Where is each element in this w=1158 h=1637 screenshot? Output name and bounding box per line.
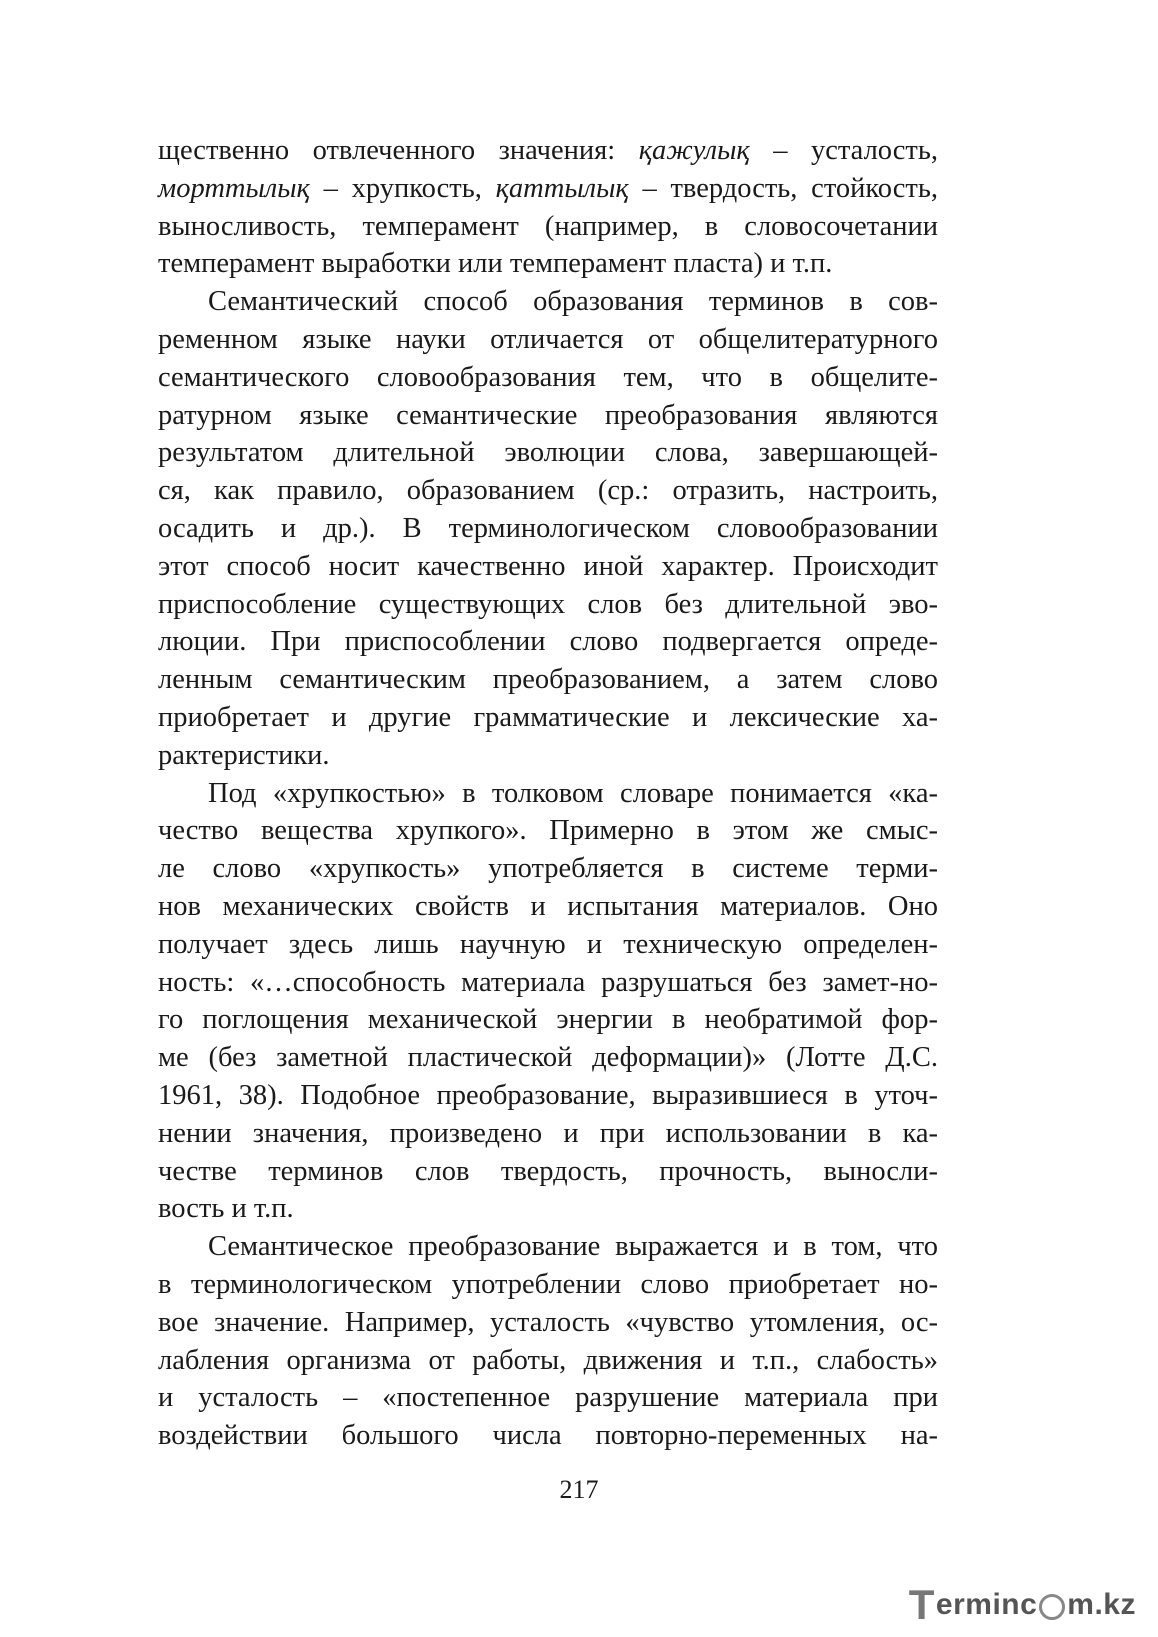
- text-line: выносливость, темперамент (например, в словосочетании: [158, 210, 938, 242]
- text-line: лабления организма от работы, движения и т.п., слабость»: [158, 1344, 938, 1376]
- text-line: го поглощения механической энергии в необратимой фор-: [158, 1004, 938, 1036]
- italic-term: қаттылық: [495, 172, 629, 204]
- text-line: рактеристики.: [158, 739, 330, 771]
- text-line: приобретает и другие грамматические и лексические ха-: [158, 701, 938, 733]
- text-line: ме (без заметной пластической деформации)» (Лотте Д.С.: [158, 1042, 938, 1074]
- italic-term: қажулық: [638, 135, 750, 166]
- text-line: Семантический способ образования терминов в сов-: [208, 286, 938, 318]
- watermark-text-middle: erminc: [935, 1588, 1038, 1621]
- text-line: темперамент выработки или темперамент пласта) и т.п.: [158, 248, 833, 280]
- text-line: и усталость – «постепенное разрушение материала при: [158, 1382, 938, 1414]
- text-line: ременном языке науки отличается от общелитературного: [158, 323, 938, 355]
- body-text: [158, 132, 938, 1455]
- watermark-text-suffix: m.kz: [1067, 1588, 1136, 1621]
- text-line: ле слово «хрупкость» употребляется в системе терми-: [158, 853, 938, 885]
- text-line: чество вещества хрупкого». Примерно в этом же смыс-: [158, 815, 938, 847]
- text-line: люции. При приспособлении слово подвергается опреде-: [158, 626, 938, 658]
- text-line: щественно отвлеченного значения: қажулық – усталость,: [158, 135, 938, 166]
- text-line: ность: «…способность материала разрушаться без замет-но-: [158, 966, 938, 998]
- italic-term: морттылық: [158, 172, 310, 204]
- text-line: морттылық – хрупкость, қаттылық – твердость, стойкость,: [158, 172, 938, 204]
- text-line: воздействии большого числа повторно-переменных на-: [158, 1420, 938, 1452]
- text-line: Под «хрупкостью» в толковом словаре понимается «ка-: [208, 777, 938, 809]
- text-line: результатом длительной эволюции слова, завершающей-: [158, 437, 938, 469]
- text-line: ленным семантическим преобразованием, а затем слово: [158, 664, 938, 696]
- text-line: в терминологическом употреблении слово приобретает но-: [158, 1268, 938, 1300]
- text-line: семантического словообразования тем, что в общелите-: [158, 361, 938, 393]
- text-line: нов механических свойств и испытания материалов. Оно: [158, 890, 938, 922]
- text-line: вое значение. Например, усталость «чувство утомления, ос-: [158, 1306, 938, 1338]
- text-line: честве терминов слов твердость, прочность, выносли-: [158, 1155, 938, 1187]
- watermark-t-letter: T: [908, 1581, 935, 1628]
- page-number: 217: [559, 1475, 599, 1504]
- text-line: приспособление существующих слов без длительной эво-: [158, 588, 938, 620]
- termincom-watermark-logo: [908, 1581, 1136, 1628]
- text-line: ся, как правило, образованием (ср.: отразить, настроить,: [158, 475, 938, 507]
- text-line: вость и т.п.: [158, 1193, 294, 1225]
- text-line: получает здесь лишь научную и техническую определен-: [158, 928, 938, 960]
- text-line: 1961, 38). Подобное преобразование, выразившиеся в уточ-: [158, 1079, 938, 1111]
- watermark-o-circle-icon: [1039, 1594, 1065, 1620]
- text-line: ратурном языке семантические преобразования являются: [158, 399, 938, 431]
- text-line: нении значения, произведено и при использовании в ка-: [158, 1117, 938, 1149]
- text-line: осадить и др.). В терминологическом словообразовании: [158, 512, 938, 544]
- text-line: Семантическое преобразование выражается и в том, что: [208, 1231, 938, 1263]
- text-line: этот способ носит качественно иной характер. Происходит: [158, 550, 938, 582]
